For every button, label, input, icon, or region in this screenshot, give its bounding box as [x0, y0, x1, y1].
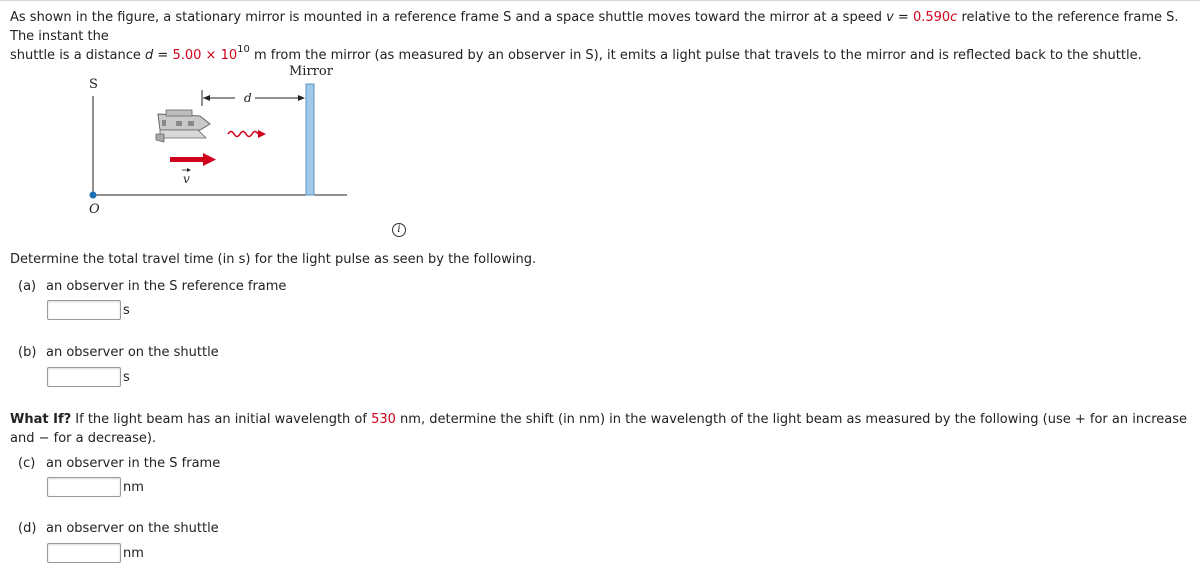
part-a-input[interactable]: [47, 300, 121, 320]
intro-text-4: m from the mirror (as measured by an observer in S), it emits a light pulse that travels to the mirror and is reflected back to the shuttle.: [249, 48, 1142, 63]
part-d-text: an observer on the shuttle: [46, 521, 219, 536]
intro-text-3: shuttle is a distance: [10, 48, 146, 63]
velocity-arrow-shaft: [170, 157, 204, 162]
whatif-text-1: If the light beam has an initial wavelength of: [71, 412, 372, 427]
part-a-label: [18, 279, 286, 294]
origin-label: O: [89, 202, 100, 217]
part-b-input[interactable]: [47, 367, 121, 387]
origin-dot: [90, 192, 97, 199]
part-d-unit: nm: [123, 546, 144, 561]
frame-label: S: [89, 77, 98, 92]
light-pulse-wave: [228, 132, 258, 137]
whatif-label: What If?: [10, 412, 72, 427]
mirror-label: Mirror: [289, 64, 333, 79]
part-c-label: [18, 456, 220, 471]
speed-value: 0.590: [912, 10, 951, 25]
space-shuttle: [156, 110, 210, 142]
whatif-text-2: nm, determine the shift (in nm) in the wavelength of the light beam as measured by the following (use + for an increase and − for a decrease).: [10, 412, 1188, 446]
part-c-letter: (c): [18, 456, 36, 471]
v-symbol: v: [886, 10, 894, 25]
info-icon[interactable]: i: [392, 223, 406, 237]
intro-text-2: relative to the reference frame S. The instant the: [10, 10, 1179, 44]
part-d-label: [18, 521, 219, 536]
distance-label: d: [244, 91, 252, 105]
part-b-letter: (b): [18, 345, 37, 360]
problem-statement: [10, 8, 1192, 65]
part-a-text: an observer in the S reference frame: [46, 279, 287, 294]
equals-sign: =: [893, 10, 913, 25]
distance-exponent: 10: [237, 44, 250, 55]
whatif-question: [10, 410, 1192, 448]
part-c-unit: nm: [123, 480, 144, 495]
wavelength-value: 530: [371, 412, 396, 427]
top-divider: [0, 0, 1200, 1]
part-a-letter: (a): [18, 279, 37, 294]
part-d-input[interactable]: [47, 543, 121, 563]
velocity-arrowhead: [203, 153, 216, 166]
part-a-unit: s: [123, 303, 130, 318]
part-b-label: [18, 345, 219, 360]
part-c-text: an observer in the S frame: [46, 456, 221, 471]
distance-value: 5.00 × 10: [172, 48, 238, 63]
velocity-label: v: [183, 172, 190, 186]
equals-sign-2: =: [153, 48, 173, 63]
part-b-unit: s: [123, 370, 130, 385]
question-travel-time: Determine the total travel time (in s) for the light pulse as seen by the following.: [10, 252, 537, 267]
intro-text: As shown in the figure, a stationary mirror is mounted in a reference frame S and a space shuttle moves toward the mirror at a speed: [10, 10, 887, 25]
part-d-letter: (d): [18, 521, 37, 536]
part-c-input[interactable]: [47, 477, 121, 497]
part-b-text: an observer on the shuttle: [46, 345, 219, 360]
mirror: [306, 84, 314, 195]
d-symbol: d: [145, 48, 154, 63]
distance-arrowhead-right: [298, 95, 305, 101]
c-symbol: c: [950, 10, 958, 25]
problem-figure: [60, 58, 360, 218]
distance-arrowhead-left: [203, 95, 210, 101]
light-pulse-arrowhead: [258, 130, 266, 138]
